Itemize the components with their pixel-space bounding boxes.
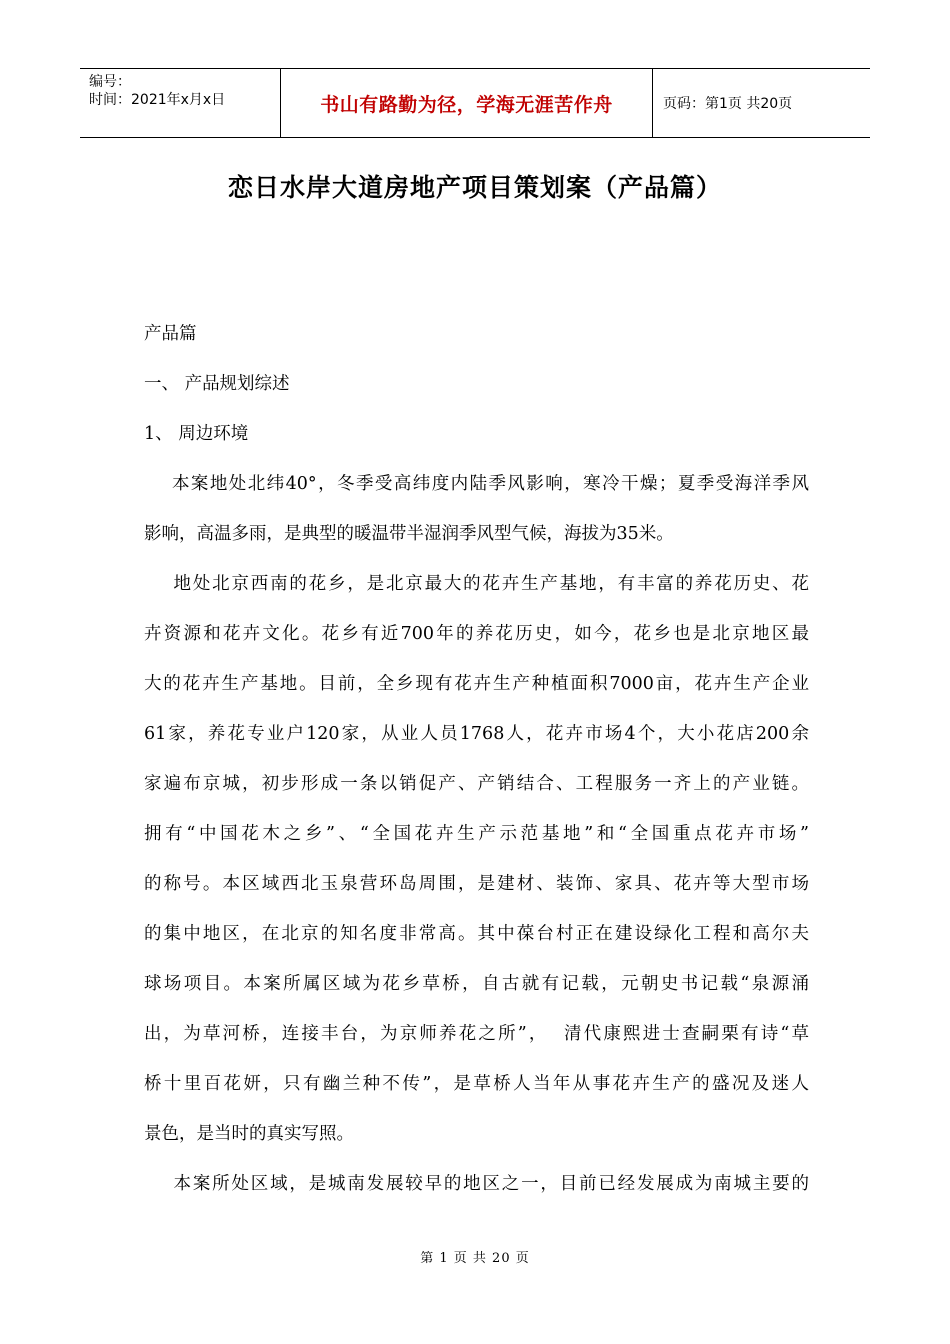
body-line: 的集中地区，在北京的知名度非常高。其中葆台村正在建设绿化工程和高尔夫 [144, 924, 809, 944]
body-line: 影响，高温多雨，是典型的暖温带半湿润季风型气候，海拔为35米。 [144, 524, 674, 544]
header-left-cell [80, 69, 281, 137]
body-line: 的称号。本区域西北玉泉营环岛周围，是建材、装饰、家具、花卉等大型市场 [144, 874, 809, 894]
body-line: 61家，养花专业户120家，从业人员1768人，花卉市场4个，大小花店200余 [144, 724, 809, 744]
body-line: 卉资源和花卉文化。花乡有近700年的养花历史，如今，花乡也是北京地区最 [144, 624, 809, 644]
body-line: 大的花卉生产基地。目前，全乡现有花卉生产种植面积7000亩，花卉生产企业 [144, 674, 809, 694]
motto-text: 书山有路勤为径，学海无涯苦作舟 [320, 93, 613, 116]
header-middle-cell [281, 69, 653, 137]
body-line: 出，为草河桥，连接丰台，为京师养花之所”， 清代康熙进士查嗣栗有诗“草 [144, 1024, 809, 1044]
header-right-cell [653, 69, 870, 137]
document-code-label: 编号： [89, 74, 131, 90]
body-line: 家遍布京城，初步形成一条以销促产、产销结合、工程服务一齐上的产业链。 [144, 774, 809, 794]
body-line: 桥十里百花妍，只有幽兰种不传”，是草桥人当年从事花卉生产的盛况及迷人 [144, 1074, 809, 1094]
header-table [80, 68, 870, 138]
body-line: 本案所处区域，是城南发展较早的地区之一，目前已经发展成为南城主要的 [144, 1174, 809, 1194]
section-heading: 产品篇 [144, 324, 197, 344]
chapter-heading: 一、 产品规划综述 [144, 374, 290, 394]
subsection-heading: 1、 周边环境 [144, 424, 249, 444]
body-line: 地处北京西南的花乡，是北京最大的花卉生产基地，有丰富的养花历史、花 [144, 574, 809, 594]
document-date: 时间：2021年x月x日 [89, 92, 226, 108]
page-footer: 第 1 页 共 20 页 [420, 1251, 530, 1266]
body-line: 本案地处北纬40°，冬季受高纬度内陆季风影响，寒冷干燥；夏季受海洋季风 [144, 474, 809, 494]
page-info: 页码：第1页 共20页 [663, 96, 793, 112]
body-line: 景色，是当时的真实写照。 [144, 1124, 354, 1144]
body-line: 球场项目。本案所属区域为花乡草桥，自古就有记载，元朝史书记载“泉源涌 [144, 974, 809, 994]
document-title: 恋日水岸大道房地产项目策划案（产品篇） [227, 173, 722, 202]
body-line: 拥有“中国花木之乡”、“全国花卉生产示范基地”和“全国重点花卉市场” [144, 824, 809, 844]
